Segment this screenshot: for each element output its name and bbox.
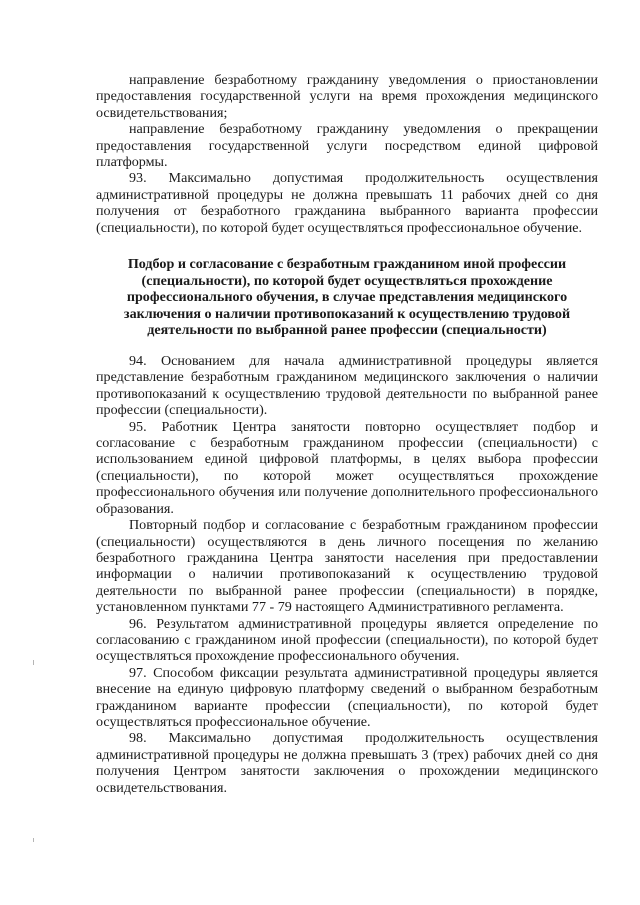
- scan-margin-mark: [33, 838, 34, 842]
- paragraph-repeat-selection: Повторный подбор и согласование с безработным гражданином профессии (специальности) осуществляются в день личного посещения по желанию безработного гражданина Центра занятости населения при предоставлении информации о наличии противопоказаний к осуществлению трудовой деятельности по выбранной ранее профессии (специальности) в порядке, установленном пунктами 77 - 79 настоящего Административного регламента.: [96, 517, 598, 616]
- paragraph-termination-notice: направление безработному гражданину уведомления о прекращении предоставления государственной услуги посредством единой цифровой платформы.: [96, 121, 598, 171]
- paragraph-98: 98. Максимально допустимая продолжительность осуществления административной процедуры не должна превышать 3 (трех) рабочих дней со дня получения Центром занятости заключения о прохождении медицинского освидетельствования.: [96, 730, 598, 796]
- paragraph-97: 97. Способом фиксации результата административной процедуры является внесение на единую цифровую платформу сведений о выбранном безработным гражданином варианте профессии (специальности), по которой будет осуществляться профессиональное обучение.: [96, 664, 598, 730]
- section-heading: Подбор и согласование с безработным гражданином иной профессии (специальности), по которой будет осуществляться прохождение профессионального обучения, в случае представления медицинского заключения о наличии противопоказаний к осуществлению трудовой деятельности по выбранной ранее профессии (специальности): [123, 256, 571, 339]
- paragraph-93: 93. Максимально допустимая продолжительность осуществления административной процедуры не должна превышать 11 рабочих дней со дня получения от безработного гражданина выбранного варианта профессии (специальности), по которой будет осуществляться профессиональное обучение.: [96, 170, 598, 236]
- document-page: [96, 72, 598, 796]
- paragraph-94: 94. Основанием для начала административной процедуры является представление безработным гражданином медицинского заключения о наличии противопоказаний к осуществлению трудовой деятельности по выбранной ранее профессии (специальности).: [96, 353, 598, 419]
- paragraph-95: 95. Работник Центра занятости повторно осуществляет подбор и согласование с безработным гражданином профессии (специальности) с использованием единой цифровой платформы, в целях выбора профессии (специальности), по которой может осуществляться прохождение профессионального обучения или получение дополнительного профессионального образования.: [96, 418, 598, 517]
- paragraph-96: 96. Результатом административной процедуры является определение по согласованию с гражданином иной профессии (специальности), по которой будет осуществляться прохождение профессионального обучения.: [96, 615, 598, 665]
- paragraph-suspension-notice: направление безработному гражданину уведомления о приостановлении предоставления государственной услуги на время прохождения медицинского освидетельствования;: [96, 72, 598, 121]
- scan-margin-mark: [33, 660, 34, 665]
